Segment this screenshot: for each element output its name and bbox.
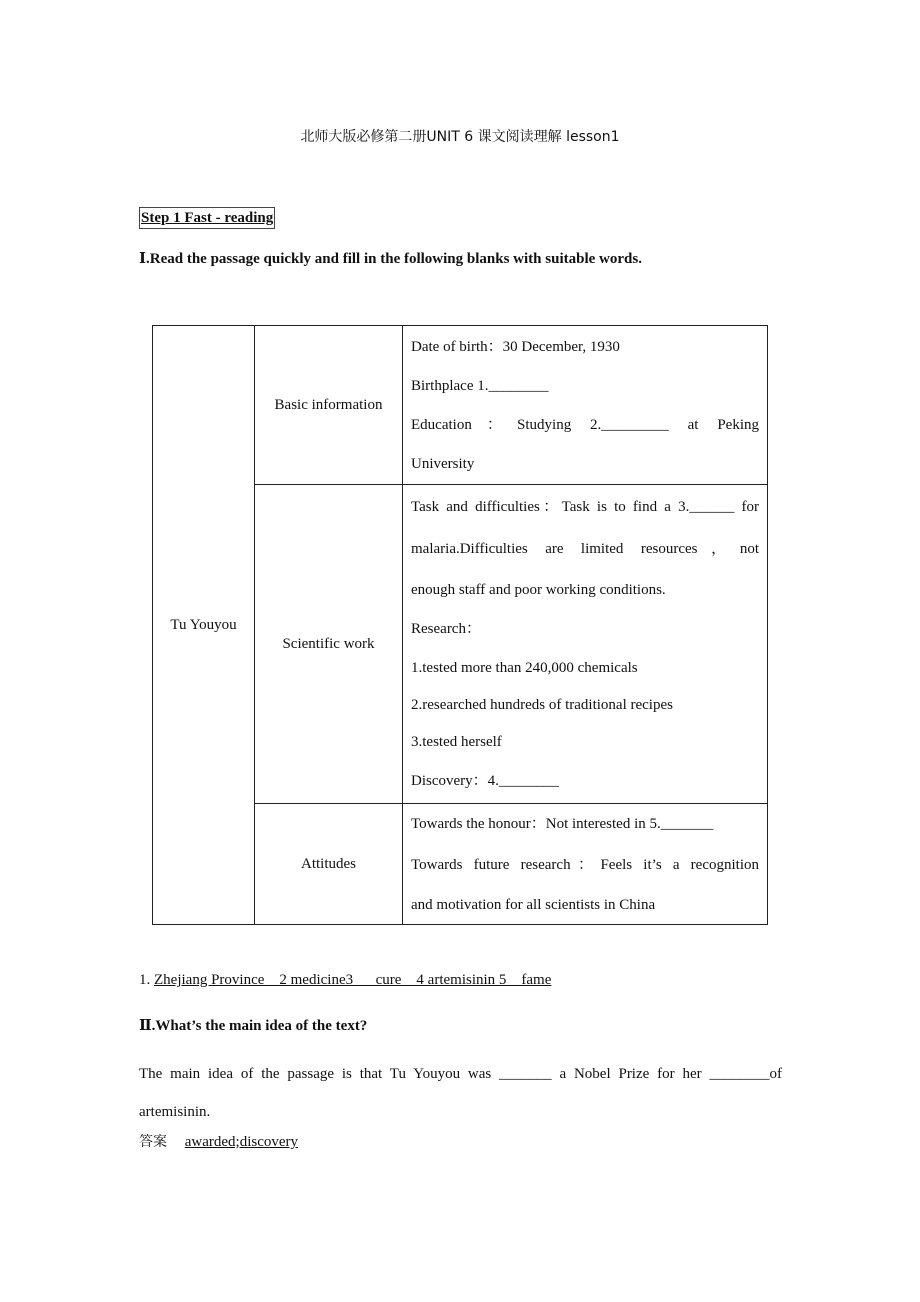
detail-line: and motivation for all scientists in China [411, 897, 656, 913]
main-idea-paragraph: The main idea of the passage is that Tu Youyou was _______ a Nobel Prize for her ________of artemisinin. [139, 1066, 782, 1120]
detail-line: 3.tested herself [411, 734, 502, 750]
instruction-1: Ⅰ.Read the passage quickly and fill in the following blanks with suitable words. [139, 251, 642, 267]
detail-line: enough staff and poor working conditions. [411, 582, 666, 598]
detail-line: Birthplace 1.________ [411, 378, 549, 394]
info-table [152, 325, 768, 925]
document-title: 北师大版必修第二册UNIT 6 课文阅读理解 lesson1 [300, 129, 620, 145]
detail-line: 1.tested more than 240,000 chemicals [411, 660, 638, 676]
answers-text: Zhejiang Province 2 medicine3 cure 4 artemisinin 5 fame [154, 972, 552, 988]
attitudes-details [403, 804, 768, 925]
scientific-work-details [403, 485, 768, 804]
question-2: Ⅱ.What’s the main idea of the text? [139, 1018, 368, 1034]
detail-line: University [411, 456, 475, 472]
category-attitudes: Attitudes [255, 804, 403, 925]
category-scientific-work: Scientific work [255, 485, 403, 804]
person-name-cell: Tu Youyou [153, 326, 255, 925]
detail-line: Date of birth：30 December, 1930 [411, 339, 620, 355]
detail-line: Towards the honour：Not interested in 5._______ [411, 816, 714, 832]
detail-line: malaria.Difficulties are limited resources，not [411, 541, 759, 557]
detail-line: Towards future research：Feels it’s a recognition [411, 857, 759, 873]
step-heading: Step 1 Fast - reading [139, 207, 275, 229]
answer-key [139, 1131, 298, 1151]
detail-line: Discovery：4.________ [411, 773, 559, 789]
answers-prefix: 1. [139, 972, 151, 988]
detail-line: Task and difficulties：Task is to find a 3.______ for [411, 499, 759, 515]
basic-information-details [403, 326, 768, 485]
detail-line: 2.researched hundreds of traditional recipes [411, 697, 673, 713]
answer-label: 答案 [139, 1134, 167, 1150]
category-basic-information: Basic information [255, 326, 403, 485]
answers-part-1 [139, 972, 551, 989]
detail-line: Research： [411, 621, 481, 637]
answer-text: awarded;discovery [184, 1134, 299, 1150]
detail-line: Education：Studying 2._________ at Peking [411, 417, 759, 433]
